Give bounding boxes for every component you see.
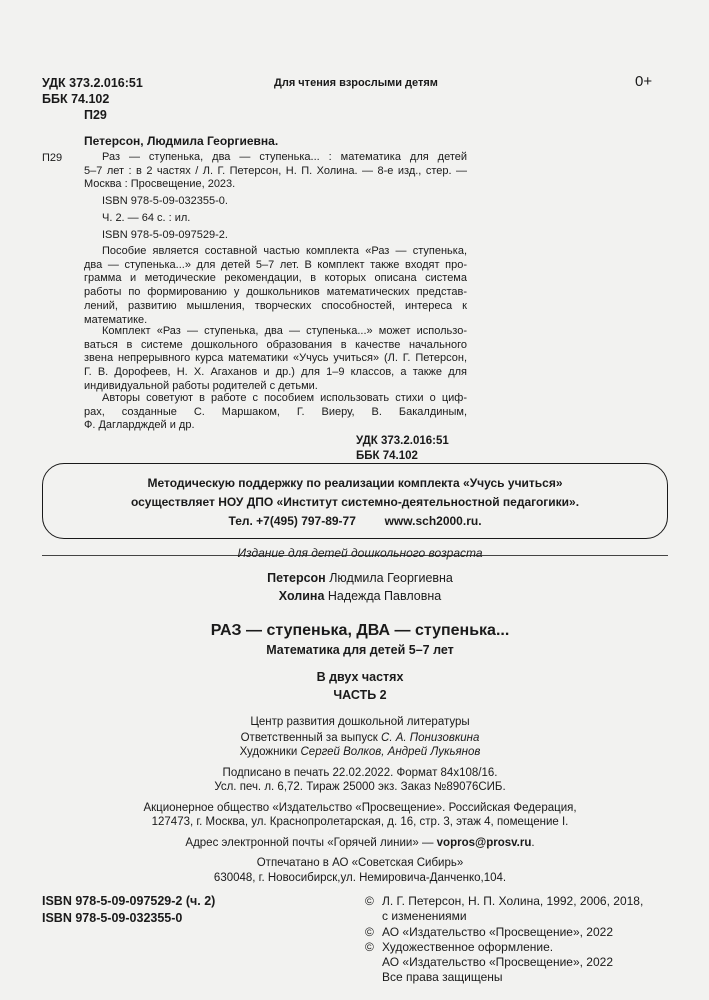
catalog-udk: УДК 373.2.016:51	[356, 435, 449, 447]
catalog-title-line: 5–7 лет : в 2 частях / Л. Г. Петерсон, Н. П. Холина. — 8-е изд., стер. —	[84, 164, 467, 177]
author-2	[160, 589, 560, 603]
header-udk: УДК 373.2.016:51	[42, 76, 143, 90]
email-end: .	[531, 837, 535, 849]
publisher-line-2: 127473, г. Москва, ул. Краснопролетарская, д. 16, стр. 3, этаж 4, помещение I.	[151, 816, 569, 828]
author-2-name: Надежда Павловна	[327, 589, 442, 603]
catalog-author-heading: Петерсон, Людмила Георгиевна.	[84, 134, 279, 148]
copyright-line-1-cont: с изменениями	[382, 909, 467, 924]
support-contacts	[43, 512, 667, 531]
support-phone: Тел. +7(495) 797-89-77	[228, 514, 356, 528]
paragraph-line: Авторы советуют в работе с пособием использовать стихи о циф-	[102, 392, 467, 404]
literature-center: Центр развития дошкольной литературы	[250, 716, 470, 728]
catalog-paragraph-2	[84, 325, 467, 394]
copyright-symbol: ©	[365, 924, 374, 939]
age-rating: 0+	[635, 73, 653, 90]
print-line-2: Усл. печ. л. 6,72. Тираж 25000 экз. Заказ №89076СИБ.	[214, 781, 506, 793]
publisher-line-1: Акционерное общество «Издательство «Просвещение». Российская Федерация,	[143, 802, 577, 814]
book-title: РАЗ — ступенька, ДВА — ступенька...	[210, 622, 510, 639]
catalog-title-line: Раз — ступенька, два — ступенька... : математика для детей	[102, 151, 467, 163]
copyright-line-1: Л. Г. Петерсон, Н. П. Холина, 1992, 2006, 2018,	[382, 894, 644, 908]
paragraph-line: два — ступенька...» для детей 5–7 лет. В комплект также входят про-	[84, 258, 467, 271]
paragraph-line: индивидуальной работы родителей с детьми.	[84, 379, 318, 392]
paragraph-line: Пособие является составной частью комплекта «Раз — ступенька,	[102, 245, 467, 257]
copyright-symbol: ©	[365, 894, 374, 908]
catalog-paragraph-3	[84, 392, 467, 433]
copyright-line-3-cont: АО «Издательство «Просвещение», 2022	[382, 955, 614, 970]
copyright-symbol: ©	[365, 939, 374, 954]
support-line-2: осуществляет НОУ ДПО «Институт системно-деятельностной педагогики».	[130, 495, 580, 509]
header-code: П29	[84, 108, 107, 122]
copyright-line-3: Художественное оформление.	[382, 939, 554, 954]
paragraph-line: Г. В. Дорофеев, Н. Х. Агаханов и др.) для 1–9 классов, а также для	[84, 366, 467, 379]
paragraph-line: грамма и методические рекомендации, в которых описана система	[84, 272, 467, 285]
support-box	[42, 463, 668, 539]
email-label: Адрес электронной почты «Горячей линии» —	[185, 837, 434, 849]
artists	[160, 746, 560, 758]
catalog-title-line: Москва : Просвещение, 2023.	[84, 178, 236, 191]
book-part: ЧАСТЬ 2	[333, 688, 387, 702]
printed-line-2: 630048, г. Новосибирск,ул. Немировича-Данченко,104.	[213, 872, 507, 884]
responsible-name: С. А. Понизовкина	[381, 732, 480, 744]
edition-type: Издание для детей дошкольного возраста	[237, 546, 483, 560]
header-bbk: ББК 74.102	[42, 92, 110, 106]
catalog-title	[84, 151, 467, 192]
audience-note: Для чтения взрослыми детям	[274, 77, 438, 89]
author-2-surname: Холина	[278, 589, 325, 603]
isbn-total: ISBN 978-5-09-032355-0	[42, 911, 183, 925]
artists-label: Художники	[239, 746, 298, 758]
copyright-block	[365, 894, 643, 986]
catalog-isbn-1: ISBN 978-5-09-032355-0.	[102, 195, 228, 207]
catalog-part-pages: Ч. 2. — 64 с. : ил.	[102, 212, 191, 224]
printed-line-1: Отпечатано в АО «Советская Сибирь»	[256, 857, 464, 869]
catalog-paragraph-1	[84, 245, 467, 327]
author-1-name: Людмила Георгиевна	[329, 571, 453, 585]
copyright-line-2: АО «Издательство «Просвещение», 2022	[382, 924, 614, 939]
paragraph-line: математике.	[84, 313, 148, 326]
support-line-1: Методическую поддержку по реализации комплекта «Учусь учиться»	[147, 476, 563, 490]
book-parts: В двух частях	[316, 670, 404, 684]
paragraph-line: лений, развитию мышления, творческих способностей, интереса к	[84, 299, 467, 312]
paragraph-line: ваться в системе дошкольного образования в качестве начального	[84, 338, 467, 351]
paragraph-line: Ф. Даглардждей и др.	[84, 419, 195, 432]
book-subtitle: Математика для детей 5–7 лет	[266, 643, 454, 657]
catalog-bbk: ББК 74.102	[356, 450, 418, 462]
paragraph-line: рах, созданные С. Маршаком, Г. Виеру, В. Бакалдиным,	[84, 405, 467, 418]
copyright-rights: Все права защищены	[382, 970, 503, 985]
email-address[interactable]: vopros@prosv.ru	[436, 837, 532, 849]
author-1	[160, 571, 560, 585]
paragraph-line: работы по формированию у дошкольников математических представ-	[84, 286, 467, 299]
author-1-surname: Петерсон	[267, 571, 326, 585]
catalog-code: П29	[42, 152, 63, 164]
responsible-label: Ответственный за выпуск	[240, 732, 378, 744]
hotline-email	[100, 837, 620, 849]
support-website[interactable]: www.sch2000.ru.	[384, 514, 482, 528]
isbn-part: ISBN 978-5-09-097529-2 (ч. 2)	[42, 894, 216, 908]
paragraph-line: звена непрерывного курса математики «Учусь учиться» (Л. Г. Петерсон,	[84, 352, 467, 365]
responsible	[160, 732, 560, 744]
catalog-isbn-2: ISBN 978-5-09-097529-2.	[102, 229, 228, 241]
artists-names: Сергей Волков, Андрей Лукьянов	[300, 746, 481, 758]
paragraph-line: Комплект «Раз — ступенька, два — ступенька...» может использо-	[102, 325, 467, 337]
print-line-1: Подписано в печать 22.02.2022. Формат 84x108/16.	[222, 767, 498, 779]
